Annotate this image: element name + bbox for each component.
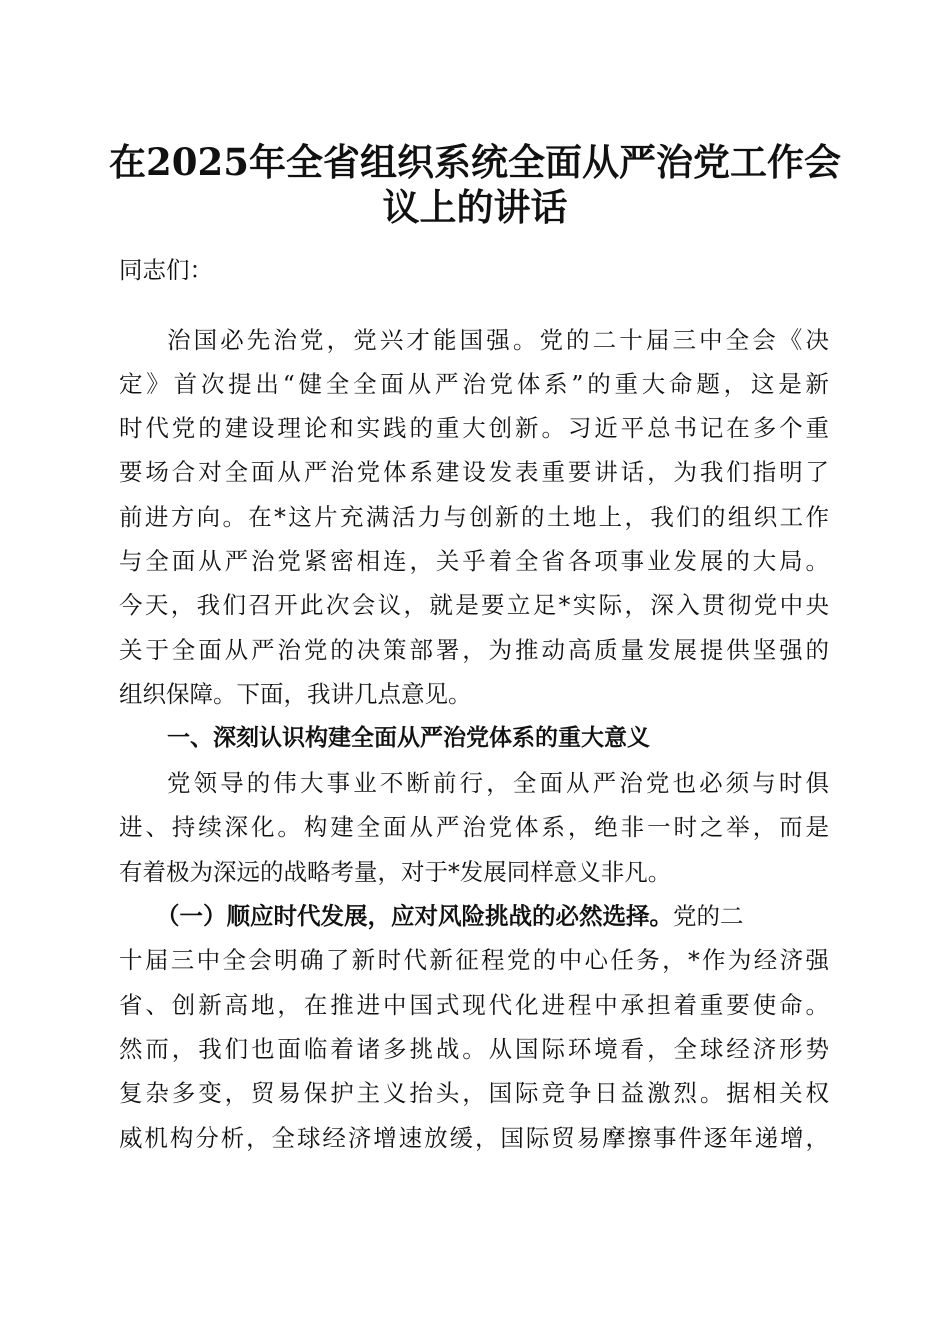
subsection-first-line: [156, 901, 829, 931]
paragraph-line: 省、创新高地，在推进中国式现代化进程中承担着重要使命。: [119, 991, 829, 1019]
paragraph-line: 组织保障。下面，我讲几点意见。: [119, 680, 472, 708]
subsection-first-line-rest: 党的二: [673, 902, 744, 930]
paragraph-line: 定》首次提出“健全全面从严治党体系”的重大命题，这是新: [119, 370, 829, 398]
paragraph-line: 今天，我们召开此次会议，就是要立足*实际，深入贯彻党中央: [119, 591, 829, 619]
document-title-line-2: 议上的讲话: [382, 185, 568, 229]
paragraph-line: 复杂多变，贸易保护主义抬头，国际竞争日益激烈。据相关权: [119, 1079, 829, 1107]
section-heading: 一、深刻认识构建全面从严治党体系的重大意义: [167, 725, 650, 751]
paragraph-line: 要场合对全面从严治党体系建设发表重要讲话，为我们指明了: [119, 458, 829, 486]
paragraph-line: 有着极为深远的战略考量，对于*发展同样意义非凡。: [119, 858, 672, 886]
paragraph-line: 进、持续深化。构建全面从严治党体系，绝非一时之举，而是: [119, 813, 829, 841]
paragraph-line: 十届三中全会明确了新时代新征程党的中心任务，*作为经济强: [119, 946, 829, 974]
paragraph-line: 党领导的伟大事业不断前行，全面从严治党也必须与时俱: [167, 769, 829, 797]
paragraph-line: 威机构分析，全球经济增速放缓，国际贸易摩擦事件逐年递增，: [119, 1124, 829, 1152]
paragraph-line: 然而，我们也面临着诸多挑战。从国际环境看，全球经济形势: [119, 1035, 829, 1063]
paragraph-line: 与全面从严治党紧密相连，关乎着全省各项事业发展的大局。: [119, 547, 829, 575]
subsection-heading: （一）顺应时代发展，应对风险挑战的必然选择。: [156, 902, 673, 930]
paragraph-line: 治国必先治党，党兴才能国强。党的二十届三中全会《决: [167, 326, 829, 354]
document-title-line-1: 在2025年全省组织系统全面从严治党工作会: [109, 140, 841, 184]
paragraph-line: 时代党的建设理论和实践的重大创新。习近平总书记在多个重: [119, 414, 829, 442]
paragraph-line: 前进方向。在*这片充满活力与创新的土地上，我们的组织工作: [119, 503, 829, 531]
paragraph-line: 关于全面从严治党的决策部署，为推动高质量发展提供坚强的: [119, 636, 829, 664]
salutation: 同志们：: [119, 256, 213, 284]
